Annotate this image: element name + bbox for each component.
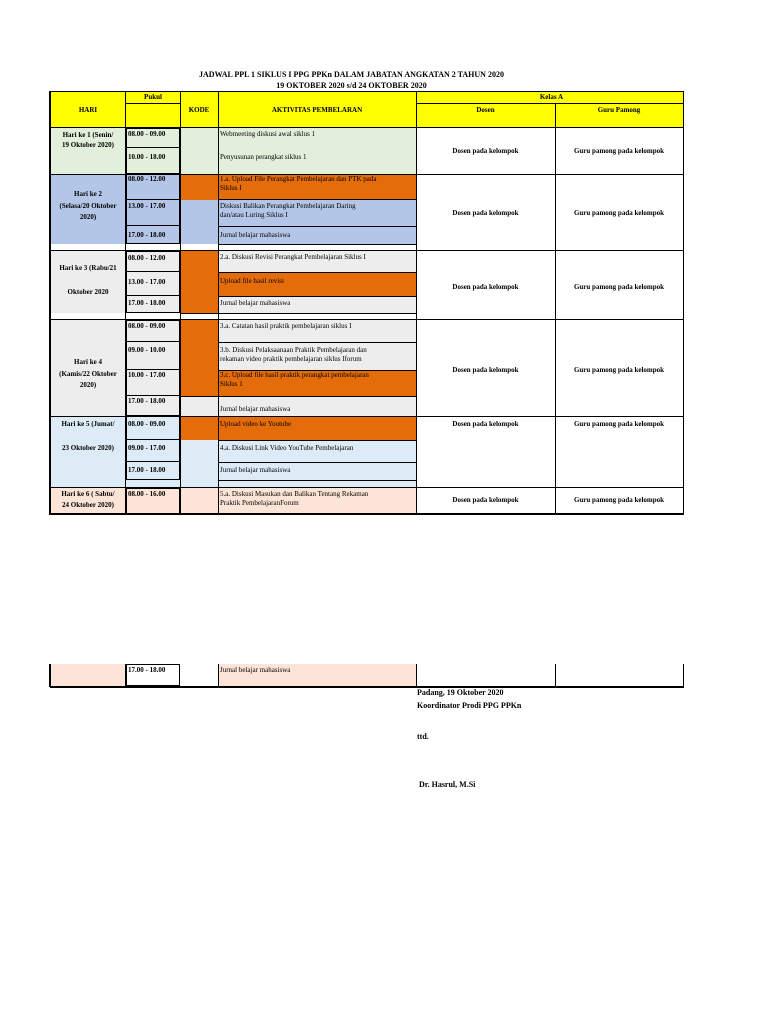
day2-dosen: Dosen pada kelompok (452, 209, 519, 217)
day4-activity-1: 3.a. Catatan hasil praktik pembelajaran siklus I (220, 322, 352, 330)
day1-activity-2: Penyusunan perangkat siklus 1 (220, 153, 307, 161)
day1-time-1: 08.00 - 09.00 (128, 130, 166, 138)
day4-guru: Guru pamong pada kelompok (573, 366, 665, 374)
day2-activity-2-l2: dan/atau Luring Siklus I (220, 211, 288, 219)
day6-activity-1-l2: Praktik PembelajaranForum (220, 499, 299, 507)
day3-label-l2: Oktober 2020 (67, 288, 109, 296)
header-kelas: Kelas A (539, 93, 563, 101)
day4-label-l1: Hari ke 4 (74, 358, 102, 366)
document-date-range: 19 OKTOBER 2020 s/d 24 OKTOBER 2020 (276, 81, 427, 90)
day6-time-1: 08.00 - 16.00 (128, 490, 166, 498)
day2-activity-3: Jurnal belajar mahasiswa (220, 231, 291, 239)
day2-label-l3: 2020) (79, 213, 97, 221)
day6-time-2: 17.00 - 18.00 (128, 666, 166, 674)
day3-activity-3: Jurnal belajar mahasiswa (220, 299, 291, 307)
day5-label-l1: Hari ke 5 (Jumat/ (61, 420, 115, 428)
day4-activity-2-l2: rekaman video praktik pembelajaran siklus Iforum (220, 355, 362, 363)
day2-time-1: 08.00 - 12.00 (128, 175, 166, 183)
day5-dosen: Dosen pada kelompok (452, 420, 519, 428)
header-kode: KODE (188, 106, 210, 114)
day2-label-l2: (Selasa/20 Oktober (59, 202, 117, 210)
day3-activity-1: 2.a. Diskusi Revisi Perangkat Pembelajaran Siklus I (220, 253, 366, 261)
signature-ttd: ttd. (417, 732, 429, 741)
day4-time-2: 09.00 - 10.00 (128, 346, 166, 354)
day4-bg (50, 320, 416, 416)
day4-activity-2-l1: 3.b. Diskusi Pelaksaanaan Praktik Pembelajaran dan (220, 346, 367, 354)
day2-guru: Guru pamong pada kelompok (573, 209, 665, 217)
day5-time-3: 17.00 - 18.00 (128, 466, 166, 474)
day1-dosen: Dosen pada kelompok (452, 147, 519, 155)
signature-role: Koordinator Prodi PPG PPKn (417, 701, 522, 710)
signature-place-date: Padang, 19 Oktober 2020 (417, 688, 504, 697)
day6-activity-2: Jurnal belajar mahasiswa (220, 666, 291, 674)
day5-activity-2: 4.a. Diskusi Link Video YouTube Pembelajaran (220, 444, 354, 452)
day1-activity-1: Webmeeting diskusi awal siklus 1 (220, 130, 316, 138)
day1-guru: Guru pamong pada kelompok (573, 147, 665, 155)
header-hari: HARI (78, 106, 98, 114)
day4-label-l2: (Kamis/22 Oktober (59, 370, 117, 378)
day5-label-l2: 23 Oktober 2020) (62, 444, 114, 452)
day3-guru: Guru pamong pada kelompok (573, 283, 665, 291)
day1-time-2: 10.00 - 18.00 (128, 153, 166, 161)
day5-time-1: 08.00 - 09.00 (128, 420, 166, 428)
day5-guru: Guru pamong pada kelompok (573, 420, 665, 428)
day4-kode-orange (180, 320, 218, 396)
day6-label-l1: Hari ke 6 ( Sabtu/ (61, 490, 115, 498)
day5-activity-1: Upload video ke Youtube (220, 420, 292, 428)
day3-time-1: 08.00 - 12.00 (128, 254, 166, 262)
day2-time-2: 13.00 - 17.00 (128, 202, 166, 210)
day1-label-l1: Hari ke 1 (Senin/ (62, 131, 114, 139)
day2-activity-2-l1: Diskusi Balikan Perangkat Pembelajaran Daring (220, 202, 356, 210)
day3-kode-orange (180, 251, 218, 313)
document-title: JADWAL PPL 1 SIKLUS I PPG PPKn DALAM JABATAN ANGKATAN 2 TAHUN 2020 (199, 70, 504, 79)
header-dosen: Dosen (476, 106, 495, 114)
header-pukul: Pukul (144, 93, 162, 101)
signature-name: Dr. Hasrul, M.Si (419, 780, 476, 789)
day3-time-2: 13.00 - 17.00 (128, 278, 166, 286)
day3-dosen: Dosen pada kelompok (452, 283, 519, 291)
day3-label-l1: Hari ke 3 (Rabu/21 (59, 264, 117, 272)
day5-orange-row (180, 416, 416, 440)
day4-dosen: Dosen pada kelompok (452, 366, 519, 374)
header-aktivitas: AKTIVITAS PEMBELARAN (271, 106, 363, 114)
day2-activity-1-l2: Siklus I (220, 184, 242, 192)
day4-label-l3: 2020) (79, 381, 97, 389)
day6-activity-1-l1: 5.a. Diskusi Masukan dan Balikan Tentang Rekaman (220, 490, 369, 498)
day2-label-l1: Hari ke 2 (74, 190, 102, 198)
day6-guru: Guru pamong pada kelompok (573, 496, 665, 504)
day4-time-4: 17.00 - 18.00 (128, 397, 166, 405)
day2-time-3: 17.00 - 18.00 (128, 231, 166, 239)
day4-time-1: 08.00 - 09.00 (128, 322, 166, 330)
day4-activity-3-l1: 3.c. Upload file hasil praktik perangkat pembelajaran (220, 371, 369, 379)
day6-cont-hari-bg (50, 664, 126, 686)
day4-activity-3-l2: Siklus 1 (220, 380, 243, 388)
day6-label-l2: 24 Oktober 2020) (62, 501, 114, 509)
day1-label-l2: 19 Oktober 2020) (62, 141, 114, 149)
day6-dosen: Dosen pada kelompok (452, 496, 519, 504)
day5-activity-3: Jurnal belajar mahasiswa (220, 466, 291, 474)
header-guru: Guru Pamong (597, 106, 641, 114)
day4-activity-4: Jurnal belajar mahasiswa (220, 405, 291, 413)
day3-time-3: 17.00 - 18.00 (128, 299, 166, 307)
day2-activity-1-l1: 1.a. Upload File Perangkat Pembelajaran dan PTK pada (220, 175, 377, 183)
day4-time-3: 10.00 - 17.00 (128, 371, 166, 379)
day3-activity-2: Upload file hasil revisi (220, 277, 284, 285)
day5-time-2: 09.00 - 17.00 (128, 444, 166, 452)
